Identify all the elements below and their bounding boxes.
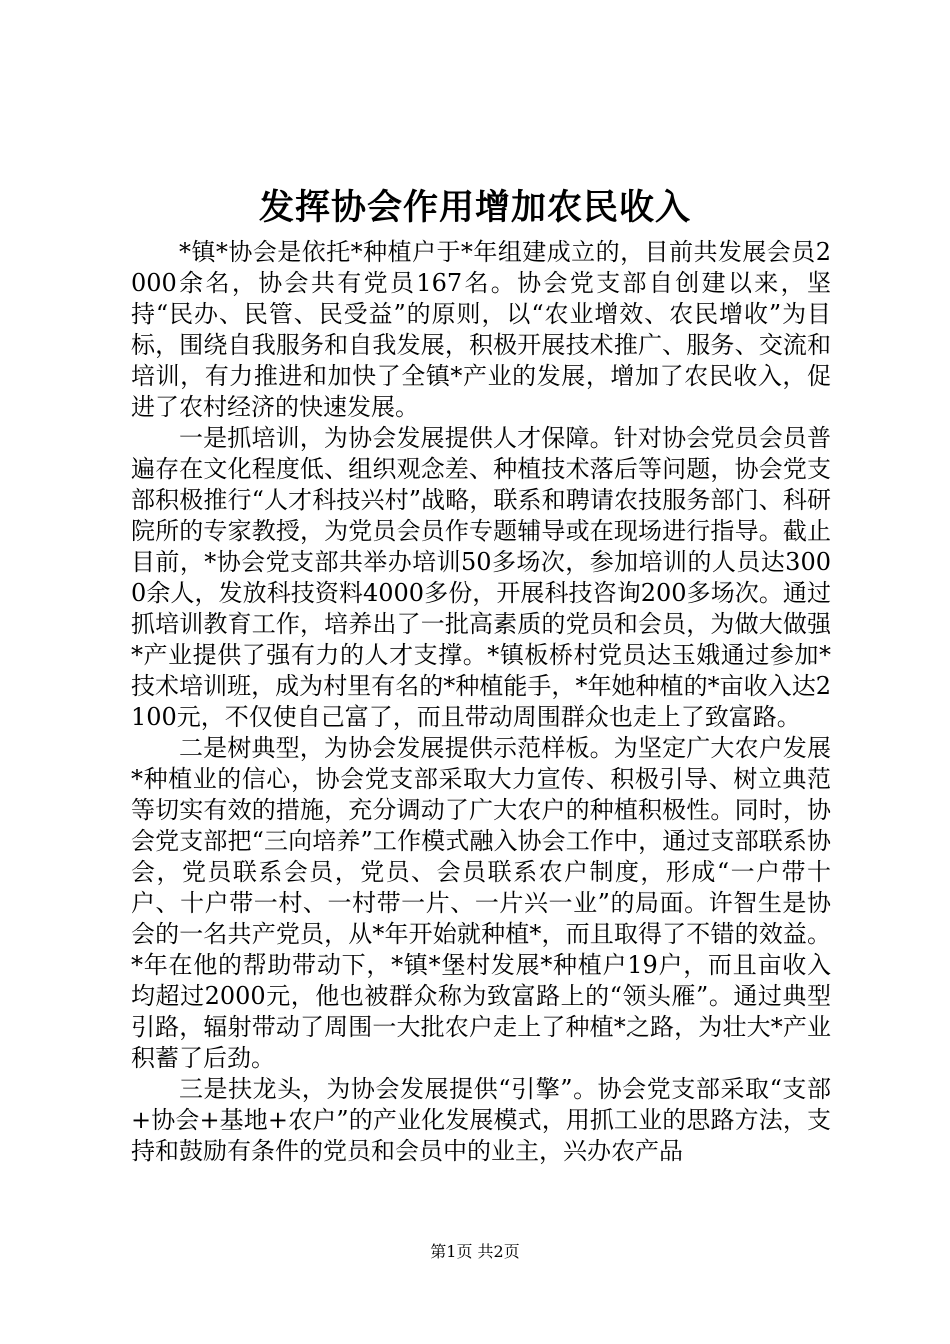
document-body [131, 237, 831, 1167]
paragraph-intro: *镇*协会是依托*种植户于*年组建成立的，目前共发展会员2000余名，协会共有党员167名。协会党支部自创建以来，坚持“民办、民管、民受益”的原则，以“农业增效、农民增收”为目标，围绕自我服务和自我发展，积极开展技术推广、服务、交流和培训，有力推进和加快了全镇*产业的发展，增加了农民收入，促进了农村经济的快速发展。 [131, 238, 831, 421]
paragraph-training: 一是抓培训，为协会发展提供人才保障。针对协会党员会员普遍存在文化程度低、组织观念差、种植技术落后等问题，协会党支部积极推行“人才科技兴村”战略，联系和聘请农技服务部门、科研院所的专家教授，为党员会员作专题辅导或在现场进行指导。截止目前，*协会党支部共举办培训50多场次，参加培训的人员达3000余人，发放科技资料4000多份，开展科技咨询200多场次。通过抓培训教育工作，培养出了一批高素质的党员和会员，为做大做强*产业提供了强有力的人才支撑。*镇板桥村党员达玉娥通过参加*技术培训班，成为村里有名的*种植能手，*年她种植的*亩收入达2100元，不仅使自己富了，而且带动周围群众也走上了致富路。 [131, 424, 831, 731]
paragraph-models: 二是树典型，为协会发展提供示范样板。为坚定广大农户发展*种植业的信心，协会党支部采取大力宣传、积极引导、树立典范等切实有效的措施，充分调动了广大农户的种植积极性。同时，协会党支部把“三向培养”工作模式融入协会工作中，通过支部联系协会，党员联系会员，党员、会员联系农户制度，形成“一户带十户、十户带一村、一村带一片、一片兴一业”的局面。许智生是协会的一名共产党员，从*年开始就种植*，而且取得了不错的效益。*年在他的帮助带动下，*镇*堡村发展*种植户19户，而且亩收入均超过2000元，他也被群众称为致富路上的“领头雁”。通过典型引路，辐射带动了周围一大批农户走上了种植*之路，为壮大*产业积蓄了后劲。 [131, 734, 831, 1072]
page-number-footer: 第1页 共2页 [430, 1242, 520, 1261]
paragraph-leading-enterprises: 三是扶龙头，为协会发展提供“引擎”。协会党支部采取“支部+协会+基地+农户”的产业化发展模式，用抓工业的思路方法，支持和鼓励有条件的党员和会员中的业主，兴办农产品 [131, 1075, 831, 1165]
document-title: 发挥协会作用增加农民收入 [258, 187, 691, 228]
